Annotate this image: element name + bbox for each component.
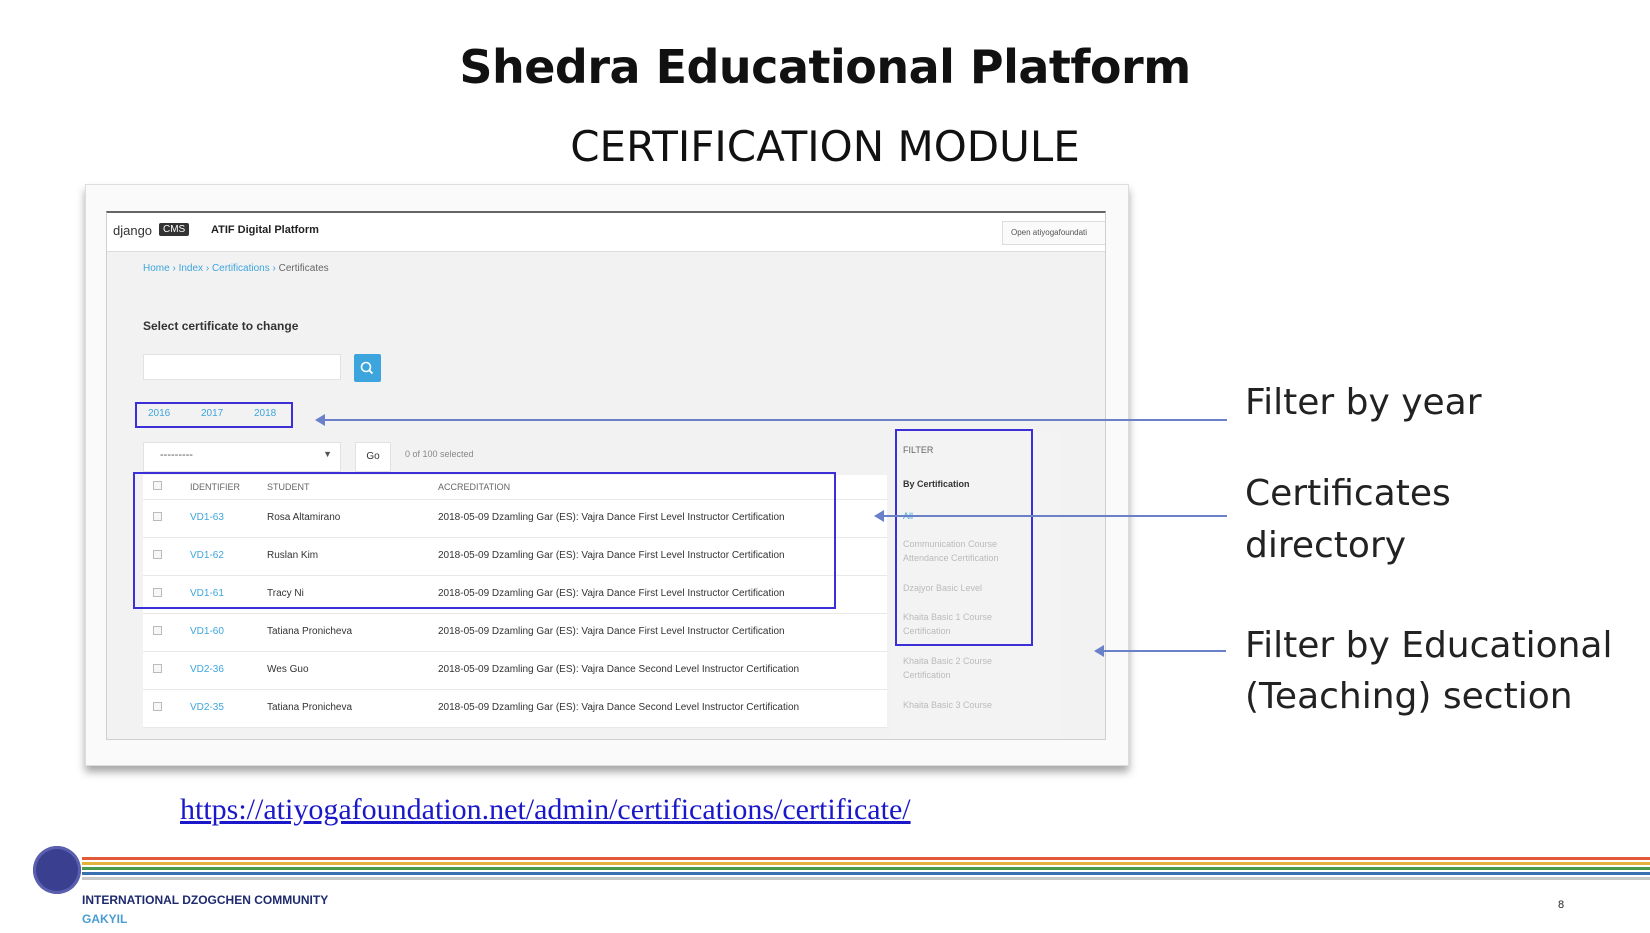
student-name: Tatiana Pronicheva bbox=[267, 702, 353, 713]
column-header-student[interactable]: STUDENT bbox=[267, 482, 310, 492]
table-row bbox=[143, 652, 887, 690]
footer-org-name: INTERNATIONAL DZOGCHEN COMMUNITY bbox=[82, 893, 329, 907]
accreditation: 2018-05-09 Dzamling Gar (ES): Vajra Dance First Level Instructor Certification bbox=[438, 512, 785, 523]
breadcrumb bbox=[143, 263, 329, 274]
certificate-id-link[interactable]: VD1-61 bbox=[190, 588, 224, 599]
certificate-id-link[interactable]: VD2-36 bbox=[190, 664, 224, 675]
accreditation: 2018-05-09 Dzamling Gar (ES): Vajra Dance First Level Instructor Certification bbox=[438, 550, 785, 561]
column-header-accreditation[interactable]: ACCREDITATION bbox=[438, 482, 511, 492]
label-directory-line1: Certificates bbox=[1245, 473, 1451, 514]
row-checkbox[interactable] bbox=[153, 702, 162, 711]
go-button[interactable]: Go bbox=[355, 442, 391, 472]
open-site-button[interactable]: Open atiyogafoundati bbox=[1002, 221, 1106, 245]
footer-line-yellow bbox=[82, 862, 1650, 865]
student-name: Tracy Ni bbox=[267, 588, 304, 599]
row-checkbox[interactable] bbox=[153, 664, 162, 673]
label-section-line2: (Teaching) section bbox=[1245, 676, 1573, 717]
slide-title: Shedra Educational Platform bbox=[459, 40, 1191, 94]
admin-screenshot bbox=[85, 184, 1129, 766]
footer-lines bbox=[82, 857, 1650, 885]
arrow-year-line bbox=[323, 419, 1227, 421]
accreditation: 2018-05-09 Dzamling Gar (ES): Vajra Dance First Level Instructor Certification bbox=[438, 588, 785, 599]
filter-option[interactable]: Khaita Basic 3 Course bbox=[903, 700, 993, 710]
year-link-2017[interactable]: 2017 bbox=[201, 408, 224, 419]
cms-toolbar bbox=[107, 213, 1105, 252]
column-header-identifier[interactable]: IDENTIFIER bbox=[190, 482, 241, 492]
arrow-directory-line bbox=[882, 515, 1227, 517]
label-filter-year: Filter by year bbox=[1245, 382, 1482, 423]
selected-count: 0 of 100 selected bbox=[405, 449, 474, 459]
student-name: Wes Guo bbox=[267, 664, 309, 675]
breadcrumb-certifications-link[interactable]: Certifications bbox=[211, 263, 270, 274]
breadcrumb-current: Certificates bbox=[278, 263, 329, 274]
certificate-id-link[interactable]: VD1-60 bbox=[190, 626, 224, 637]
student-name: Tatiana Pronicheva bbox=[267, 626, 353, 637]
filter-option[interactable]: Khaita Basic 1 Course Certification bbox=[903, 612, 993, 636]
certificate-id-link[interactable]: VD1-62 bbox=[190, 550, 224, 561]
admin-url-link[interactable]: https://atiyogafoundation.net/admin/certifications/certificate/ bbox=[180, 793, 911, 826]
action-select[interactable] bbox=[143, 442, 341, 472]
accreditation: 2018-05-09 Dzamling Gar (ES): Vajra Dance Second Level Instructor Certification bbox=[438, 702, 800, 713]
filter-option[interactable]: Communication Course Attendance Certification bbox=[903, 539, 999, 563]
year-link-2016[interactable]: 2016 bbox=[148, 408, 171, 419]
filter-by-certification-heading: By Certification bbox=[903, 479, 970, 489]
arrow-year-head bbox=[315, 414, 325, 426]
cms-badge[interactable]: CMS bbox=[159, 223, 189, 236]
site-name-menu[interactable]: ATIF Digital Platform bbox=[211, 224, 319, 236]
filter-heading: FILTER bbox=[903, 445, 934, 455]
arrow-section-head bbox=[1094, 645, 1104, 657]
table-row bbox=[143, 690, 887, 728]
accreditation: 2018-05-09 Dzamling Gar (ES): Vajra Dance Second Level Instructor Certification bbox=[438, 664, 800, 675]
footer-line-grey bbox=[82, 877, 1650, 880]
django-admin-window bbox=[106, 211, 1106, 740]
chevron-down-icon: ▼ bbox=[323, 449, 332, 459]
footer-line-green bbox=[82, 867, 1650, 870]
student-name: Ruslan Kim bbox=[267, 550, 319, 561]
action-select-value: --------- bbox=[160, 449, 193, 461]
breadcrumb-separator: › bbox=[169, 263, 179, 274]
slide-subtitle: CERTIFICATION MODULE bbox=[570, 122, 1080, 171]
footer-line-red bbox=[82, 857, 1650, 860]
accreditation: 2018-05-09 Dzamling Gar (ES): Vajra Dance First Level Instructor Certification bbox=[438, 626, 785, 637]
student-name: Rosa Altamirano bbox=[267, 512, 341, 523]
arrow-section-line bbox=[1102, 650, 1226, 652]
arrow-directory-head bbox=[874, 510, 884, 522]
breadcrumb-separator: › bbox=[269, 263, 279, 274]
row-checkbox[interactable] bbox=[153, 626, 162, 635]
footer-subtitle: GAKYIL bbox=[82, 912, 128, 926]
certificate-id-link[interactable]: VD2-35 bbox=[190, 702, 224, 713]
year-filter-highlight bbox=[135, 402, 293, 428]
search-button[interactable] bbox=[354, 354, 381, 382]
footer-line-blue bbox=[82, 872, 1650, 875]
year-link-2018[interactable]: 2018 bbox=[254, 408, 277, 419]
label-directory-line2: directory bbox=[1245, 525, 1407, 566]
filter-section-highlight bbox=[895, 429, 1033, 646]
filter-option[interactable]: Khaita Basic 2 Course Certification bbox=[903, 656, 993, 680]
breadcrumb-separator: › bbox=[203, 263, 212, 274]
search-icon bbox=[354, 354, 381, 382]
certificate-id-link[interactable]: VD1-63 bbox=[190, 512, 224, 523]
page-title: Select certificate to change bbox=[143, 319, 299, 333]
django-logo[interactable]: django bbox=[113, 223, 153, 238]
table-row bbox=[143, 614, 887, 652]
dzogchen-community-logo bbox=[33, 846, 81, 894]
filter-option[interactable]: Dzajyor Basic Level bbox=[903, 583, 983, 593]
breadcrumb-home-link[interactable]: Home bbox=[143, 263, 170, 274]
breadcrumb-index-link[interactable]: Index bbox=[178, 263, 204, 274]
page-number: 8 bbox=[1558, 899, 1565, 911]
certificates-directory-highlight bbox=[133, 472, 836, 609]
search-input[interactable] bbox=[143, 354, 341, 380]
label-section-line1: Filter by Educational bbox=[1245, 625, 1613, 666]
